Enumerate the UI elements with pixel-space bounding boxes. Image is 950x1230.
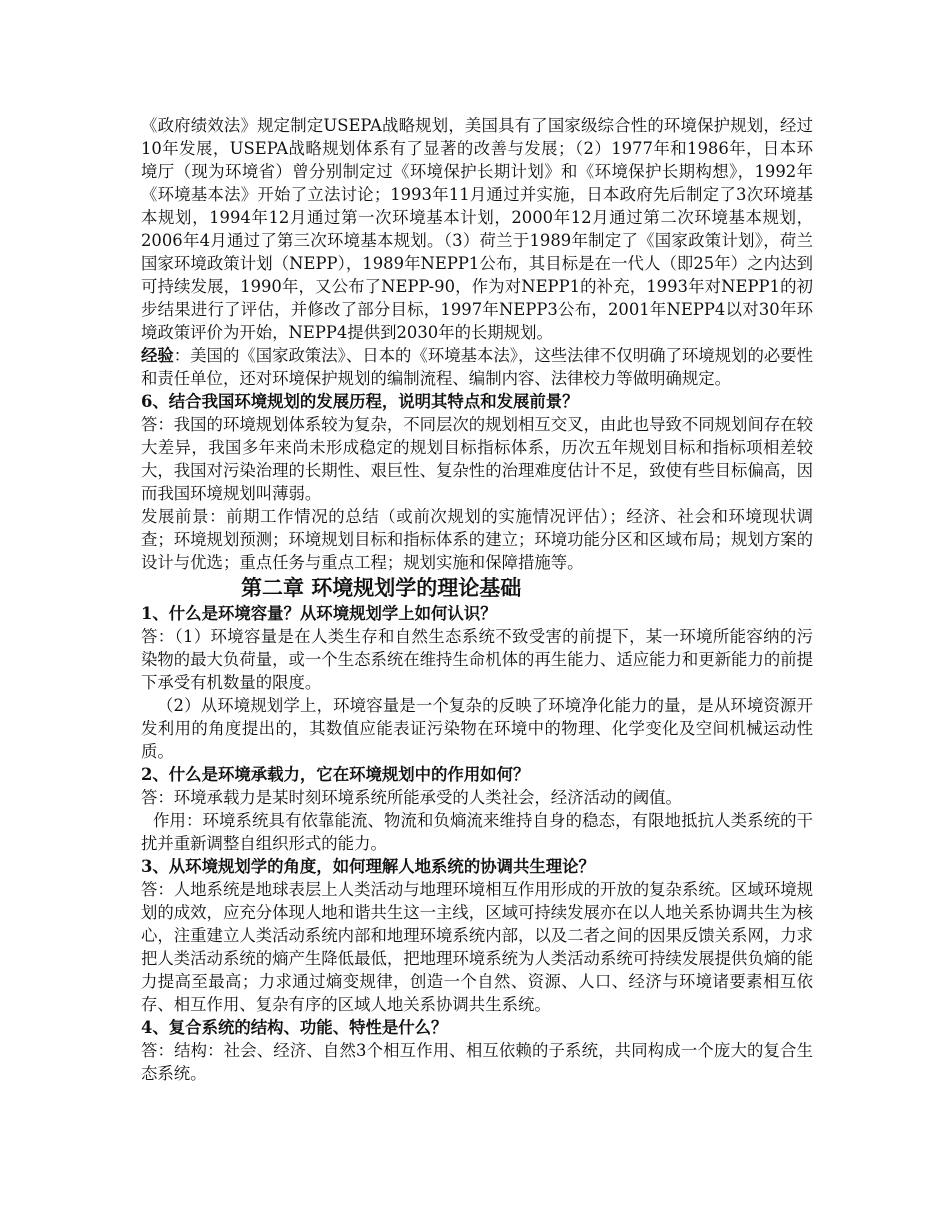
question-6-answer: 答：我国的环境规划体系较为复杂，不同层次的规划相互交叉，由此也导致不同规划间存在较大差异，我国多年来尚未形成稳定的规划目标指标体系，历次五年规划目标和指标项相差较大，我国对污染治理的长期性、艰巨性、复杂性的治理难度估计不足，致使有些目标偏高，因而我国环境规划叫薄弱。: [141, 415, 814, 503]
question-3-answer: 答：人地系统是地球表层上人类活动与地理环境相互作用形成的开放的复杂系统。区域环境规划的成效，应充分体现人地和谐共生这一主线，区域可持续发展亦在以人地关系协调共生为核心，注重建立人类活动系统内部和地理环境系统内部，以及二者之间的因果反馈关系网，力求把人类活动系统的熵产生降低最低，把地理环境系统为人类活动系统可持续发展提供负熵的能力提高至最高；力求通过熵变规律，创造一个自然、资源、人口、经济与环境诸要素相互依存、相互作用、复杂有序的区域人地关系协调共生系统。: [141, 880, 814, 1014]
question-4-answer: 答：结构：社会、经济、自然3个相互作用、相互依赖的子系统，共同构成一个庞大的复合生态系统。: [141, 1041, 813, 1083]
question-1-answer-part1: 答：（1）环境容量是在人类生存和自然生态系统不致受害的前提下，某一环境所能容纳的污染物的最大负荷量，或一个生态系统在维持生命机体的再生能力、适应能力和更新能力的前提下承受有机数量的限度。: [141, 627, 814, 692]
question-6-prospect: 发展前景：前期工作情况的总结（或前次规划的实施情况评估）；经济、社会和环境现状调查；环境规划预测；环境规划目标和指标体系的建立；环境功能分区和区域布局；规划方案的设计与优选；重点任务与重点工程；规划实施和保障措施等。: [141, 507, 814, 572]
question-4-heading: 4、复合系统的结构、功能、特性是什么？: [141, 1018, 448, 1037]
question-2-answer-role: 作用：环境系统具有依靠能流、物流和负熵流来维持自身的稳态，有限地抵抗人类系统的干扰并重新调整自组织形式的能力。: [141, 811, 813, 853]
question-6-heading: 6、结合我国环境规划的发展历程，说明其特点和发展前景？: [141, 392, 579, 411]
question-2-answer-definition: 答：环境承载力是某时刻环境系统所能承受的人类社会，经济活动的阈值。: [141, 788, 682, 807]
paragraph-experience: [141, 344, 813, 390]
paragraph-international-experience: 《政府绩效法》规定制定USEPA战略规划，美国具有了国家级综合性的环境保护规划，经过10年发展，USEPA战略规划体系有了显著的改善与发展；（2）1977年和1986年，日本环境厅（现为环境省）曾分别制定过《环境保护长期计划》和《环境保护长期构想》，1992年《环境基本法》开始了立法讨论；1993年11月通过并实施，日本政府先后制定了3次环境基本规划，1994年12月通过第一次环境基本计划，2000年12月通过第二次环境基本规划，2006年4月通过了第三次环境基本规划。（3）荷兰于1989年制定了《国家政策计划》，荷兰国家环境政策计划（NEPP），1989年NEPP1公布，其目标是在一代人（即25年）之内达到可持续发展，1990年，又公布了NEPP-90，作为对NEPP1的补充，1993年对NEPP1的初步结果进行了评估，并修改了部分目标，1997年NEPP3公布，2001年NEPP4以对30年环境政策评价为开始，NEPP4提供到2030年的长期规划。: [141, 116, 813, 342]
question-1-answer-part2: （2）从环境规划学上，环境容量是一个复杂的反映了环境净化能力的量，是从环境资源开发利用的角度提出的，其数值应能表证污染物在环境中的物理、化学变化及空间机械运动性质。: [141, 696, 813, 761]
question-3-heading: 3、从环境规划学的角度，如何理解人地系统的协调共生理论？: [141, 857, 595, 876]
question-1-heading: 1、什么是环境容量？从环境规划学上如何认识？: [141, 604, 497, 623]
experience-text: ：美国的《国家政策法》、日本的《环境基本法》，这些法律不仅明确了环境规划的必要性和责任单位，还对环境保护规划的编制流程、编制内容、法律校力等做明确规定。: [141, 346, 814, 388]
document-page: [141, 114, 813, 1085]
chapter-title: 第二章 环境规划学的理论基础: [241, 576, 522, 600]
question-2-heading: 2、什么是环境承载力，它在环境规划中的作用如何？: [141, 765, 530, 784]
experience-label: 经验: [141, 346, 174, 365]
